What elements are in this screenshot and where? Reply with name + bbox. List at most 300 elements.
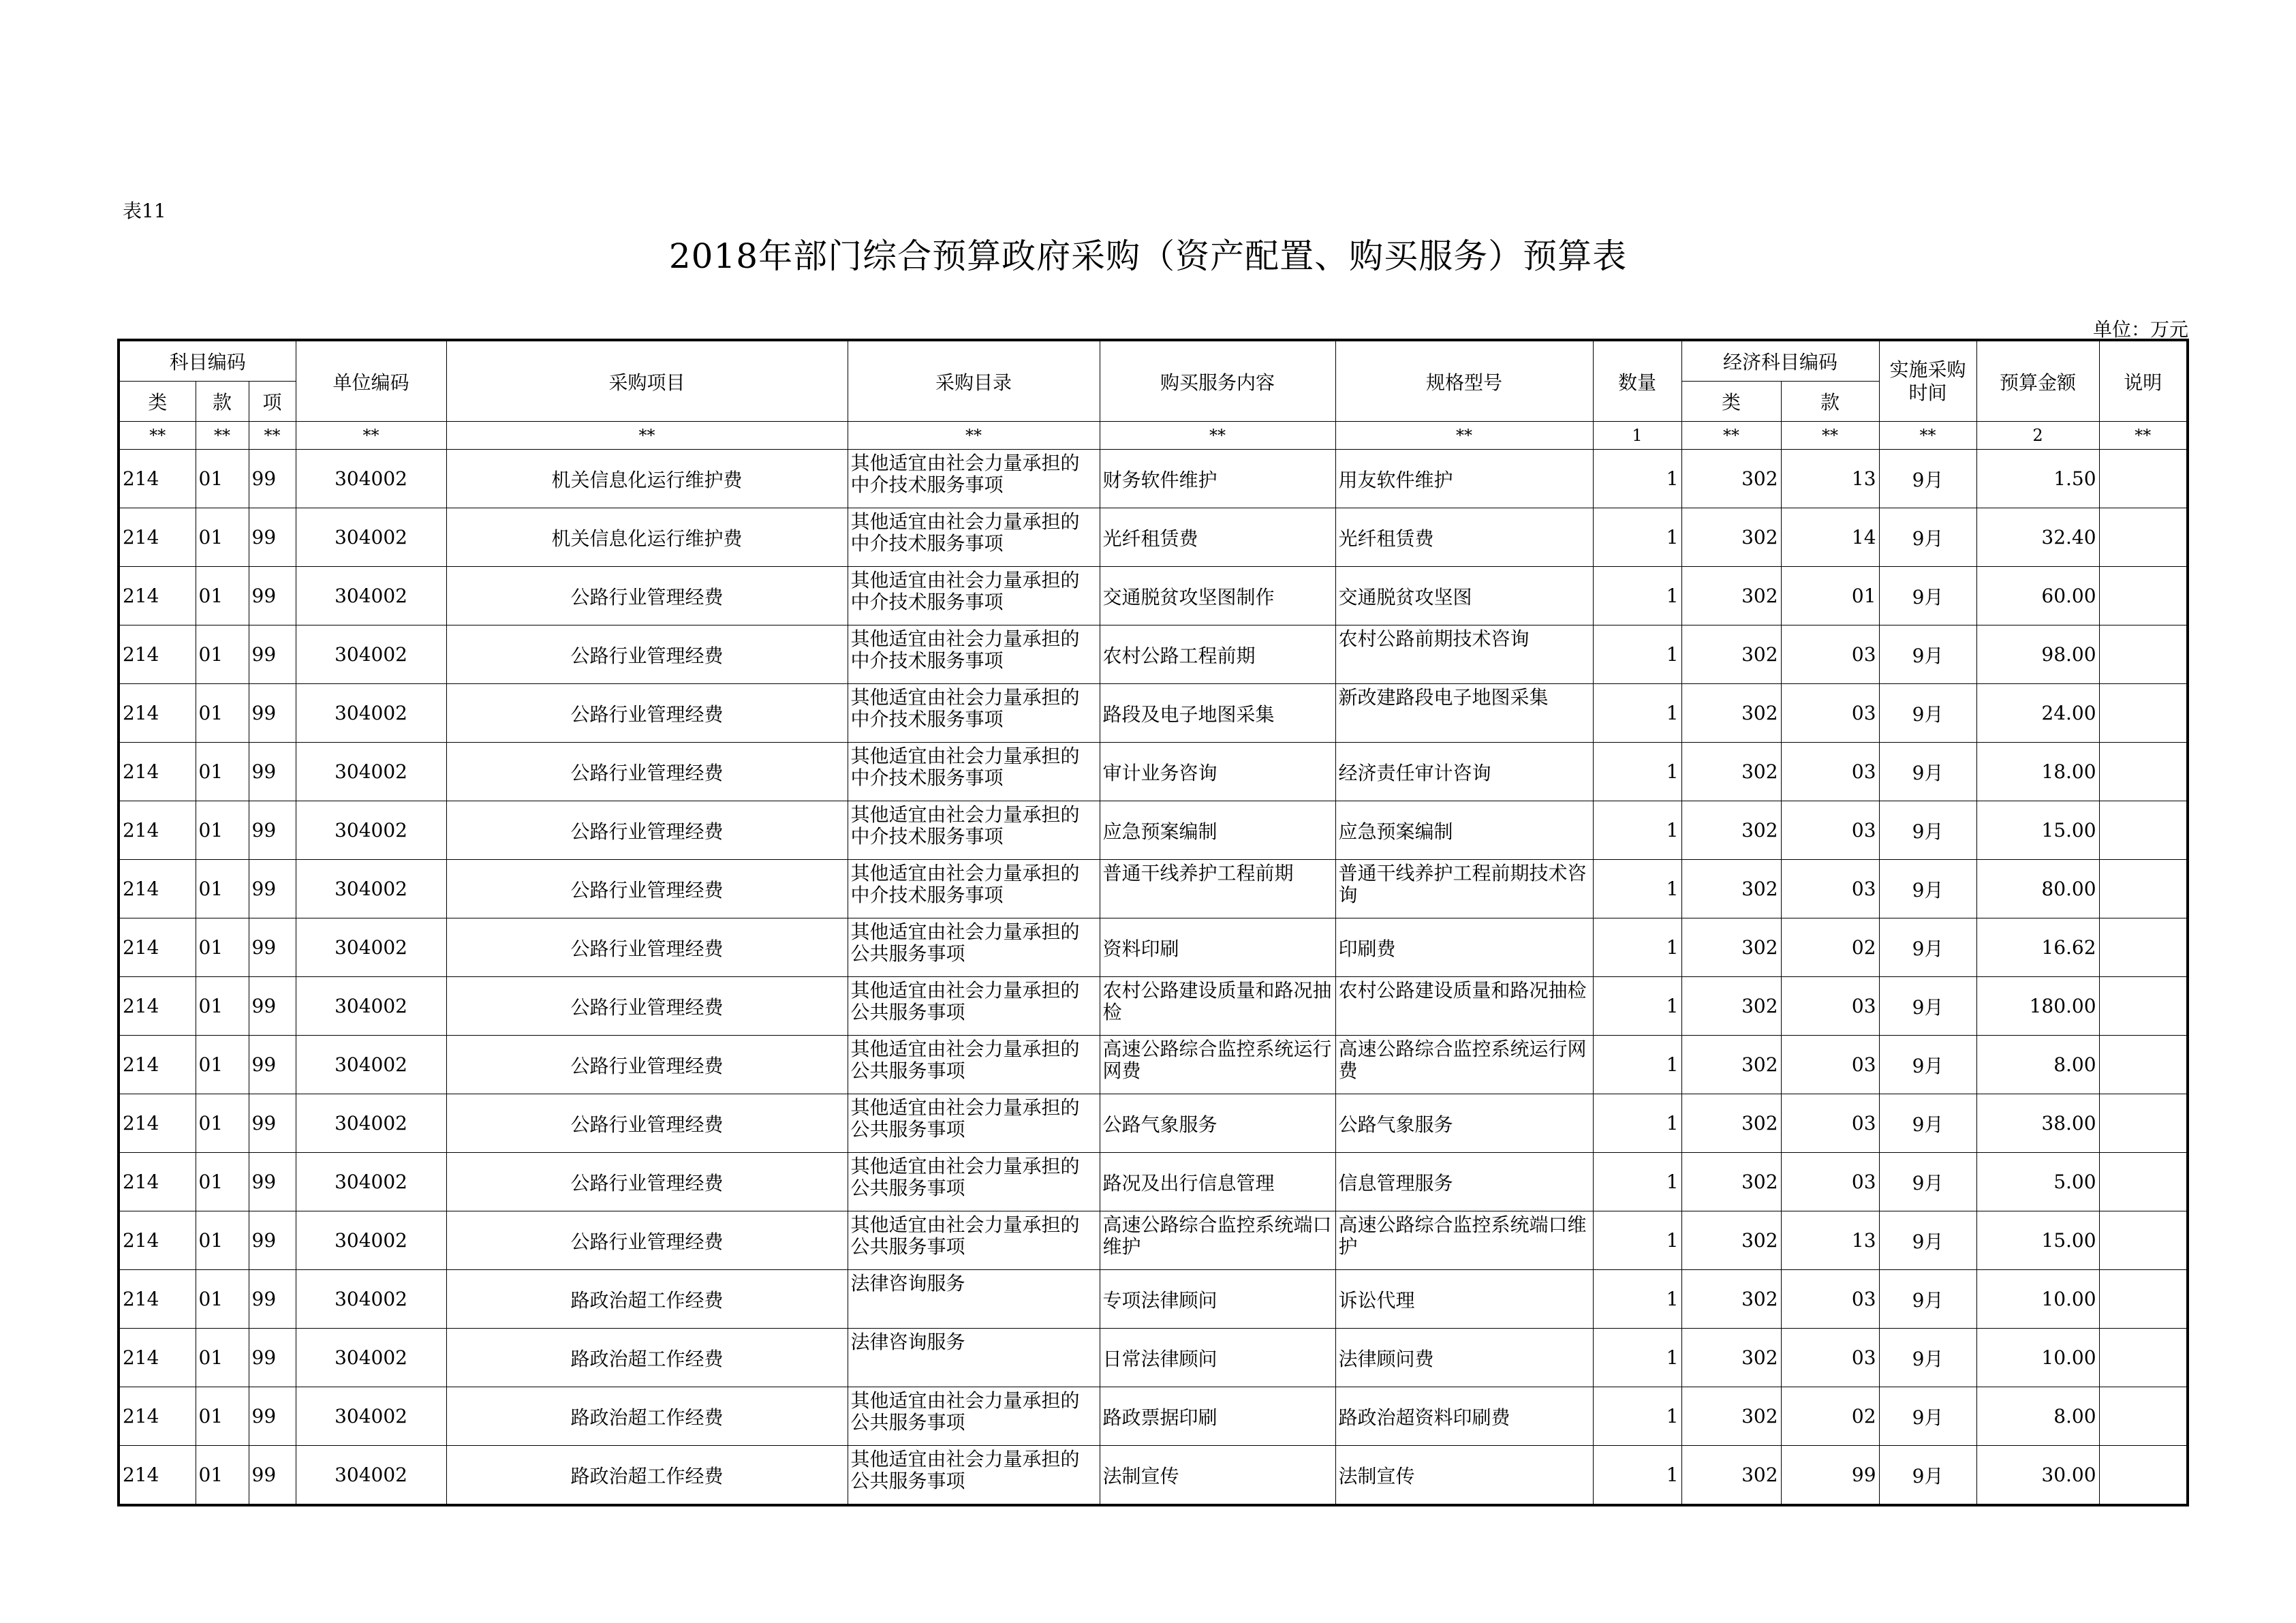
cell-catalog: 其他适宜由社会力量承担的中介技术服务事项 — [848, 860, 1100, 918]
header-econ-kuan: 款 — [1781, 382, 1879, 422]
cell-note — [2099, 450, 2188, 508]
cell-econ-lei: 302 — [1681, 1329, 1781, 1387]
cell-catalog: 其他适宜由社会力量承担的中介技术服务事项 — [848, 625, 1100, 684]
cell-time: 9月 — [1879, 625, 1976, 684]
cell-econ-kuan: 14 — [1781, 508, 1879, 567]
cell-qty: 1 — [1593, 508, 1681, 567]
cell-unit-code: 304002 — [296, 801, 446, 860]
header-service: 购买服务内容 — [1100, 340, 1335, 422]
cell-note — [2099, 1446, 2188, 1506]
cell-xiang: 99 — [249, 1329, 296, 1387]
cell-amount: 8.00 — [1976, 1387, 2099, 1446]
table-row — [119, 1153, 2188, 1211]
header-note: 说明 — [2099, 340, 2188, 422]
header-econ-code: 经济科目编码 — [1681, 340, 1879, 382]
cell-time: 9月 — [1879, 743, 1976, 801]
cell-spec: 用友软件维护 — [1335, 450, 1593, 508]
cell-kuan: 01 — [196, 1329, 249, 1387]
cell-kuan: 01 — [196, 918, 249, 977]
cell-time: 9月 — [1879, 1387, 1976, 1446]
cell-kuan: 01 — [196, 1153, 249, 1211]
cell-service: 路政票据印刷 — [1100, 1387, 1335, 1446]
cell-service: 路段及电子地图采集 — [1100, 684, 1335, 743]
cell-project: 路政治超工作经费 — [446, 1329, 848, 1387]
cell-qty: 1 — [1593, 977, 1681, 1036]
header-catalog: 采购目录 — [848, 340, 1100, 422]
column-marker: ** — [2099, 422, 2188, 450]
cell-econ-lei: 302 — [1681, 450, 1781, 508]
cell-econ-lei: 302 — [1681, 1094, 1781, 1153]
cell-spec: 光纤租赁费 — [1335, 508, 1593, 567]
table-row — [119, 1211, 2188, 1270]
cell-lei: 214 — [119, 1036, 196, 1094]
cell-unit-code: 304002 — [296, 1153, 446, 1211]
cell-spec: 经济责任审计咨询 — [1335, 743, 1593, 801]
cell-note — [2099, 684, 2188, 743]
table-row — [119, 508, 2188, 567]
cell-time: 9月 — [1879, 567, 1976, 625]
cell-time: 9月 — [1879, 1153, 1976, 1211]
cell-catalog: 其他适宜由社会力量承担的中介技术服务事项 — [848, 684, 1100, 743]
cell-time: 9月 — [1879, 684, 1976, 743]
cell-qty: 1 — [1593, 1094, 1681, 1153]
cell-note — [2099, 743, 2188, 801]
cell-econ-kuan: 03 — [1781, 1270, 1879, 1329]
header-kuan: 款 — [196, 382, 249, 422]
cell-unit-code: 304002 — [296, 860, 446, 918]
cell-kuan: 01 — [196, 1094, 249, 1153]
cell-service: 交通脱贫攻坚图制作 — [1100, 567, 1335, 625]
cell-service: 普通干线养护工程前期 — [1100, 860, 1335, 918]
cell-unit-code: 304002 — [296, 450, 446, 508]
cell-catalog: 其他适宜由社会力量承担的中介技术服务事项 — [848, 450, 1100, 508]
header-amount: 预算金额 — [1976, 340, 2099, 422]
cell-econ-kuan: 03 — [1781, 1094, 1879, 1153]
column-marker: ** — [1681, 422, 1781, 450]
cell-xiang: 99 — [249, 1446, 296, 1506]
cell-lei: 214 — [119, 1270, 196, 1329]
cell-unit-code: 304002 — [296, 1211, 446, 1270]
cell-amount: 98.00 — [1976, 625, 2099, 684]
cell-econ-lei: 302 — [1681, 1387, 1781, 1446]
header-xiang: 项 — [249, 382, 296, 422]
cell-kuan: 01 — [196, 625, 249, 684]
column-marker: ** — [296, 422, 446, 450]
cell-amount: 18.00 — [1976, 743, 2099, 801]
cell-lei: 214 — [119, 1387, 196, 1446]
cell-lei: 214 — [119, 801, 196, 860]
cell-note — [2099, 918, 2188, 977]
cell-xiang: 99 — [249, 860, 296, 918]
cell-amount: 38.00 — [1976, 1094, 2099, 1153]
cell-note — [2099, 801, 2188, 860]
cell-amount: 16.62 — [1976, 918, 2099, 977]
cell-spec: 诉讼代理 — [1335, 1270, 1593, 1329]
cell-lei: 214 — [119, 450, 196, 508]
cell-spec: 公路气象服务 — [1335, 1094, 1593, 1153]
cell-project: 公路行业管理经费 — [446, 801, 848, 860]
cell-note — [2099, 1270, 2188, 1329]
header-qty: 数量 — [1593, 340, 1681, 422]
cell-project: 公路行业管理经费 — [446, 1153, 848, 1211]
cell-econ-lei: 302 — [1681, 801, 1781, 860]
cell-unit-code: 304002 — [296, 743, 446, 801]
cell-xiang: 99 — [249, 1387, 296, 1446]
table-row — [119, 1446, 2188, 1506]
cell-time: 9月 — [1879, 1036, 1976, 1094]
cell-econ-kuan: 02 — [1781, 918, 1879, 977]
cell-catalog: 其他适宜由社会力量承担的公共服务事项 — [848, 1153, 1100, 1211]
cell-econ-kuan: 03 — [1781, 977, 1879, 1036]
cell-qty: 1 — [1593, 450, 1681, 508]
cell-lei: 214 — [119, 508, 196, 567]
cell-catalog: 法律咨询服务 — [848, 1329, 1100, 1387]
budget-table — [117, 339, 2189, 1506]
cell-xiang: 99 — [249, 743, 296, 801]
cell-qty: 1 — [1593, 625, 1681, 684]
cell-unit-code: 304002 — [296, 1446, 446, 1506]
cell-econ-kuan: 03 — [1781, 801, 1879, 860]
cell-spec: 印刷费 — [1335, 918, 1593, 977]
cell-project: 公路行业管理经费 — [446, 1211, 848, 1270]
column-marker: ** — [249, 422, 296, 450]
cell-lei: 214 — [119, 1094, 196, 1153]
cell-kuan: 01 — [196, 450, 249, 508]
cell-unit-code: 304002 — [296, 1329, 446, 1387]
cell-spec: 法律顾问费 — [1335, 1329, 1593, 1387]
column-marker: ** — [446, 422, 848, 450]
cell-xiang: 99 — [249, 567, 296, 625]
cell-note — [2099, 1211, 2188, 1270]
cell-qty: 1 — [1593, 1211, 1681, 1270]
cell-lei: 214 — [119, 1211, 196, 1270]
cell-econ-lei: 302 — [1681, 918, 1781, 977]
cell-note — [2099, 1094, 2188, 1153]
cell-unit-code: 304002 — [296, 977, 446, 1036]
cell-time: 9月 — [1879, 801, 1976, 860]
cell-spec: 新改建路段电子地图采集 — [1335, 684, 1593, 743]
cell-unit-code: 304002 — [296, 684, 446, 743]
cell-unit-code: 304002 — [296, 625, 446, 684]
cell-econ-kuan: 13 — [1781, 1211, 1879, 1270]
cell-service: 法制宣传 — [1100, 1446, 1335, 1506]
cell-amount: 24.00 — [1976, 684, 2099, 743]
cell-econ-kuan: 02 — [1781, 1387, 1879, 1446]
cell-xiang: 99 — [249, 977, 296, 1036]
cell-qty: 1 — [1593, 743, 1681, 801]
column-marker: ** — [848, 422, 1100, 450]
cell-xiang: 99 — [249, 1094, 296, 1153]
table-row — [119, 918, 2188, 977]
column-marker: ** — [1100, 422, 1335, 450]
table-row — [119, 567, 2188, 625]
cell-project: 公路行业管理经费 — [446, 1036, 848, 1094]
cell-spec: 路政治超资料印刷费 — [1335, 1387, 1593, 1446]
cell-time: 9月 — [1879, 508, 1976, 567]
cell-kuan: 01 — [196, 1446, 249, 1506]
column-marker: 1 — [1593, 422, 1681, 450]
cell-unit-code: 304002 — [296, 1036, 446, 1094]
unit-label: 单位：万元 — [2092, 318, 2188, 341]
cell-amount: 15.00 — [1976, 1211, 2099, 1270]
table-row — [119, 450, 2188, 508]
table-row — [119, 801, 2188, 860]
cell-amount: 80.00 — [1976, 860, 2099, 918]
cell-xiang: 99 — [249, 1211, 296, 1270]
cell-time: 9月 — [1879, 450, 1976, 508]
cell-catalog: 其他适宜由社会力量承担的公共服务事项 — [848, 1211, 1100, 1270]
cell-qty: 1 — [1593, 918, 1681, 977]
cell-econ-lei: 302 — [1681, 860, 1781, 918]
cell-unit-code: 304002 — [296, 508, 446, 567]
cell-project: 路政治超工作经费 — [446, 1270, 848, 1329]
table-row — [119, 1036, 2188, 1094]
column-marker-row — [119, 422, 2188, 450]
header-lei: 类 — [119, 382, 196, 422]
column-marker: ** — [1335, 422, 1593, 450]
cell-catalog: 其他适宜由社会力量承担的公共服务事项 — [848, 1387, 1100, 1446]
cell-time: 9月 — [1879, 1094, 1976, 1153]
cell-qty: 1 — [1593, 1153, 1681, 1211]
cell-service: 专项法律顾问 — [1100, 1270, 1335, 1329]
cell-kuan: 01 — [196, 801, 249, 860]
cell-lei: 214 — [119, 918, 196, 977]
cell-xiang: 99 — [249, 625, 296, 684]
cell-service: 日常法律顾问 — [1100, 1329, 1335, 1387]
cell-note — [2099, 625, 2188, 684]
cell-service: 应急预案编制 — [1100, 801, 1335, 860]
cell-unit-code: 304002 — [296, 918, 446, 977]
header-subject-code: 科目编码 — [119, 340, 296, 382]
cell-amount: 8.00 — [1976, 1036, 2099, 1094]
cell-note — [2099, 508, 2188, 567]
cell-qty: 1 — [1593, 567, 1681, 625]
cell-kuan: 01 — [196, 977, 249, 1036]
cell-catalog: 其他适宜由社会力量承担的中介技术服务事项 — [848, 567, 1100, 625]
cell-xiang: 99 — [249, 684, 296, 743]
header-time: 实施采购时间 — [1879, 340, 1976, 422]
cell-service: 财务软件维护 — [1100, 450, 1335, 508]
cell-xiang: 99 — [249, 801, 296, 860]
cell-project: 公路行业管理经费 — [446, 625, 848, 684]
header-project: 采购项目 — [446, 340, 848, 422]
cell-spec: 法制宣传 — [1335, 1446, 1593, 1506]
cell-spec: 农村公路前期技术咨询 — [1335, 625, 1593, 684]
cell-service: 光纤租赁费 — [1100, 508, 1335, 567]
cell-lei: 214 — [119, 1329, 196, 1387]
cell-time: 9月 — [1879, 1329, 1976, 1387]
cell-econ-lei: 302 — [1681, 1446, 1781, 1506]
cell-service: 公路气象服务 — [1100, 1094, 1335, 1153]
cell-amount: 180.00 — [1976, 977, 2099, 1036]
cell-econ-lei: 302 — [1681, 977, 1781, 1036]
table-row — [119, 977, 2188, 1036]
cell-lei: 214 — [119, 1446, 196, 1506]
cell-econ-kuan: 13 — [1781, 450, 1879, 508]
cell-service: 农村公路工程前期 — [1100, 625, 1335, 684]
cell-project: 公路行业管理经费 — [446, 684, 848, 743]
cell-unit-code: 304002 — [296, 1387, 446, 1446]
cell-kuan: 01 — [196, 743, 249, 801]
cell-service: 农村公路建设质量和路况抽检 — [1100, 977, 1335, 1036]
cell-project: 公路行业管理经费 — [446, 567, 848, 625]
table-row — [119, 684, 2188, 743]
page-title: 2018年部门综合预算政府采购（资产配置、购买服务）预算表 — [668, 236, 1628, 276]
cell-lei: 214 — [119, 625, 196, 684]
cell-amount: 10.00 — [1976, 1329, 2099, 1387]
cell-econ-kuan: 03 — [1781, 625, 1879, 684]
cell-kuan: 01 — [196, 1387, 249, 1446]
cell-catalog: 其他适宜由社会力量承担的公共服务事项 — [848, 1036, 1100, 1094]
column-marker: ** — [196, 422, 249, 450]
cell-spec: 交通脱贫攻坚图 — [1335, 567, 1593, 625]
cell-econ-lei: 302 — [1681, 625, 1781, 684]
cell-time: 9月 — [1879, 1270, 1976, 1329]
cell-lei: 214 — [119, 860, 196, 918]
cell-time: 9月 — [1879, 1446, 1976, 1506]
cell-econ-lei: 302 — [1681, 1153, 1781, 1211]
cell-econ-kuan: 03 — [1781, 1153, 1879, 1211]
cell-service: 资料印刷 — [1100, 918, 1335, 977]
cell-spec: 应急预案编制 — [1335, 801, 1593, 860]
cell-qty: 1 — [1593, 1387, 1681, 1446]
cell-qty: 1 — [1593, 1270, 1681, 1329]
cell-econ-kuan: 99 — [1781, 1446, 1879, 1506]
cell-qty: 1 — [1593, 1036, 1681, 1094]
cell-note — [2099, 1036, 2188, 1094]
cell-spec: 高速公路综合监控系统端口维护 — [1335, 1211, 1593, 1270]
cell-econ-lei: 302 — [1681, 1211, 1781, 1270]
cell-kuan: 01 — [196, 567, 249, 625]
cell-note — [2099, 977, 2188, 1036]
cell-note — [2099, 1329, 2188, 1387]
cell-econ-kuan: 03 — [1781, 743, 1879, 801]
cell-xiang: 99 — [249, 918, 296, 977]
cell-service: 高速公路综合监控系统端口维护 — [1100, 1211, 1335, 1270]
cell-kuan: 01 — [196, 860, 249, 918]
column-marker: ** — [1781, 422, 1879, 450]
cell-econ-kuan: 03 — [1781, 1036, 1879, 1094]
cell-lei: 214 — [119, 567, 196, 625]
cell-unit-code: 304002 — [296, 1270, 446, 1329]
cell-amount: 60.00 — [1976, 567, 2099, 625]
cell-project: 公路行业管理经费 — [446, 860, 848, 918]
cell-lei: 214 — [119, 1153, 196, 1211]
cell-time: 9月 — [1879, 860, 1976, 918]
cell-xiang: 99 — [249, 1153, 296, 1211]
cell-lei: 214 — [119, 684, 196, 743]
table-row — [119, 1094, 2188, 1153]
cell-catalog: 法律咨询服务 — [848, 1270, 1100, 1329]
cell-qty: 1 — [1593, 1329, 1681, 1387]
cell-unit-code: 304002 — [296, 1094, 446, 1153]
cell-amount: 1.50 — [1976, 450, 2099, 508]
cell-econ-kuan: 03 — [1781, 1329, 1879, 1387]
header-econ-lei: 类 — [1681, 382, 1781, 422]
cell-project: 公路行业管理经费 — [446, 743, 848, 801]
cell-xiang: 99 — [249, 450, 296, 508]
cell-econ-lei: 302 — [1681, 684, 1781, 743]
cell-econ-lei: 302 — [1681, 1036, 1781, 1094]
cell-service: 路况及出行信息管理 — [1100, 1153, 1335, 1211]
cell-kuan: 01 — [196, 684, 249, 743]
cell-catalog: 其他适宜由社会力量承担的公共服务事项 — [848, 977, 1100, 1036]
table-row — [119, 860, 2188, 918]
table-row — [119, 625, 2188, 684]
cell-xiang: 99 — [249, 1036, 296, 1094]
cell-time: 9月 — [1879, 1211, 1976, 1270]
cell-note — [2099, 567, 2188, 625]
cell-qty: 1 — [1593, 684, 1681, 743]
cell-service: 高速公路综合监控系统运行网费 — [1100, 1036, 1335, 1094]
cell-lei: 214 — [119, 977, 196, 1036]
cell-catalog: 其他适宜由社会力量承担的中介技术服务事项 — [848, 801, 1100, 860]
cell-catalog: 其他适宜由社会力量承担的公共服务事项 — [848, 1446, 1100, 1506]
cell-econ-kuan: 03 — [1781, 684, 1879, 743]
cell-note — [2099, 1387, 2188, 1446]
column-marker: 2 — [1976, 422, 2099, 450]
cell-kuan: 01 — [196, 1036, 249, 1094]
cell-project: 机关信息化运行维护费 — [446, 508, 848, 567]
cell-kuan: 01 — [196, 1211, 249, 1270]
cell-project: 公路行业管理经费 — [446, 918, 848, 977]
cell-project: 公路行业管理经费 — [446, 977, 848, 1036]
cell-spec: 农村公路建设质量和路况抽检 — [1335, 977, 1593, 1036]
cell-time: 9月 — [1879, 918, 1976, 977]
cell-catalog: 其他适宜由社会力量承担的公共服务事项 — [848, 1094, 1100, 1153]
cell-econ-lei: 302 — [1681, 743, 1781, 801]
cell-econ-kuan: 03 — [1781, 860, 1879, 918]
cell-econ-lei: 302 — [1681, 1270, 1781, 1329]
cell-spec: 信息管理服务 — [1335, 1153, 1593, 1211]
table-row — [119, 743, 2188, 801]
cell-note — [2099, 860, 2188, 918]
cell-unit-code: 304002 — [296, 567, 446, 625]
cell-catalog: 其他适宜由社会力量承担的中介技术服务事项 — [848, 743, 1100, 801]
header-spec: 规格型号 — [1335, 340, 1593, 422]
cell-amount: 32.40 — [1976, 508, 2099, 567]
cell-project: 公路行业管理经费 — [446, 1094, 848, 1153]
cell-spec: 高速公路综合监控系统运行网费 — [1335, 1036, 1593, 1094]
cell-qty: 1 — [1593, 860, 1681, 918]
table-row — [119, 1270, 2188, 1329]
cell-project: 路政治超工作经费 — [446, 1387, 848, 1446]
cell-note — [2099, 1153, 2188, 1211]
cell-service: 审计业务咨询 — [1100, 743, 1335, 801]
cell-xiang: 99 — [249, 1270, 296, 1329]
cell-amount: 30.00 — [1976, 1446, 2099, 1506]
cell-amount: 5.00 — [1976, 1153, 2099, 1211]
cell-project: 机关信息化运行维护费 — [446, 450, 848, 508]
cell-catalog: 其他适宜由社会力量承担的中介技术服务事项 — [848, 508, 1100, 567]
cell-lei: 214 — [119, 743, 196, 801]
cell-amount: 15.00 — [1976, 801, 2099, 860]
header-row-1 — [119, 340, 2188, 382]
cell-time: 9月 — [1879, 977, 1976, 1036]
cell-xiang: 99 — [249, 508, 296, 567]
cell-qty: 1 — [1593, 1446, 1681, 1506]
cell-econ-kuan: 01 — [1781, 567, 1879, 625]
cell-kuan: 01 — [196, 1270, 249, 1329]
cell-econ-lei: 302 — [1681, 508, 1781, 567]
cell-qty: 1 — [1593, 801, 1681, 860]
cell-kuan: 01 — [196, 508, 249, 567]
cell-spec: 普通干线养护工程前期技术咨询 — [1335, 860, 1593, 918]
column-marker: ** — [119, 422, 196, 450]
table-number: 表11 — [123, 200, 166, 222]
cell-econ-lei: 302 — [1681, 567, 1781, 625]
column-marker: ** — [1879, 422, 1976, 450]
